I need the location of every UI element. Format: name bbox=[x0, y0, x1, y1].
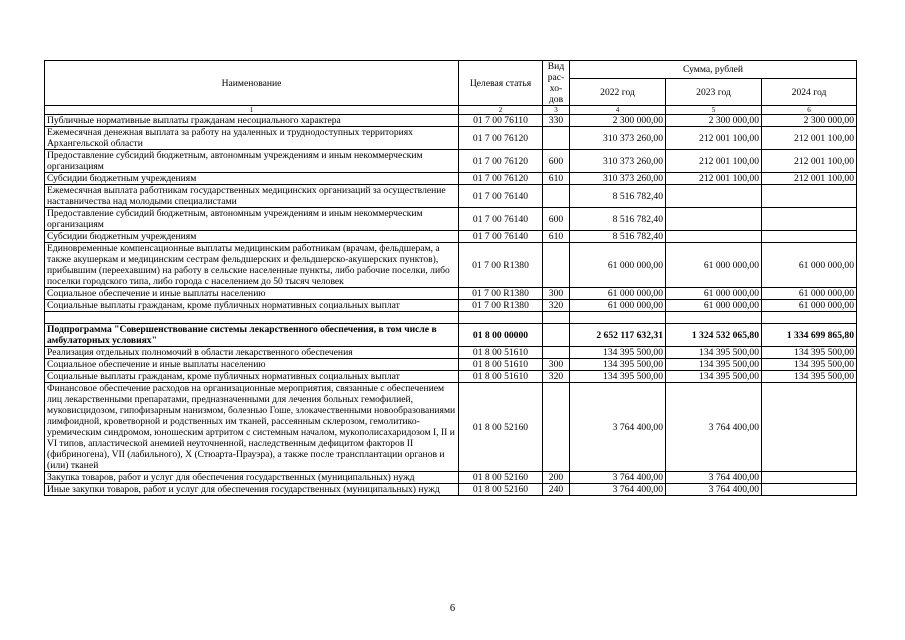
row-sum-2022: 2 652 117 632,31 bbox=[570, 324, 666, 347]
row-name: Закупка товаров, работ и услуг для обеспечения государственных (муниципальных) нужд bbox=[45, 472, 459, 484]
column-index-row bbox=[45, 106, 857, 115]
row-name bbox=[45, 312, 459, 324]
row-expense-type: 240 bbox=[543, 484, 570, 496]
column-index: 2 bbox=[459, 106, 543, 115]
row-expense-type: 300 bbox=[543, 288, 570, 300]
row-sum-2024: 212 001 100,00 bbox=[762, 150, 857, 173]
table-row bbox=[45, 324, 857, 347]
row-expense-type: 320 bbox=[543, 300, 570, 312]
row-name: Публичные нормативные выплаты гражданам несоциального характера bbox=[45, 115, 459, 127]
row-sum-2022: 61 000 000,00 bbox=[570, 300, 666, 312]
row-sum-2022 bbox=[570, 312, 666, 324]
row-sum-2024: 2 300 000,00 bbox=[762, 115, 857, 127]
header-type: Вид рас-хо-дов bbox=[543, 61, 570, 106]
row-sum-2024: 61 000 000,00 bbox=[762, 243, 857, 288]
row-sum-2024: 212 001 100,00 bbox=[762, 127, 857, 150]
row-expense-type bbox=[543, 347, 570, 359]
table-row bbox=[45, 115, 857, 127]
row-expense-type bbox=[543, 185, 570, 208]
row-name: Иные закупки товаров, работ и услуг для обеспечения государственных (муниципальных) нужд bbox=[45, 484, 459, 496]
row-name: Социальные выплаты гражданам, кроме публичных нормативных социальных выплат bbox=[45, 371, 459, 383]
row-sum-2024: 61 000 000,00 bbox=[762, 288, 857, 300]
row-sum-2023: 134 395 500,00 bbox=[666, 347, 762, 359]
row-sum-2022: 8 516 782,40 bbox=[570, 185, 666, 208]
row-sum-2024 bbox=[762, 208, 857, 231]
row-sum-2022: 2 300 000,00 bbox=[570, 115, 666, 127]
row-expense-type: 200 bbox=[543, 472, 570, 484]
row-sum-2023: 212 001 100,00 bbox=[666, 173, 762, 185]
row-name: Предоставление субсидий бюджетным, автономным учреждениям и иным некоммерческим организациям bbox=[45, 150, 459, 173]
row-sum-2023: 212 001 100,00 bbox=[666, 150, 762, 173]
row-target-code: 01 8 00 52160 bbox=[459, 484, 543, 496]
row-target-code: 01 8 00 51610 bbox=[459, 371, 543, 383]
row-target-code: 01 7 00 76110 bbox=[459, 115, 543, 127]
row-sum-2024: 134 395 500,00 bbox=[762, 347, 857, 359]
table-row bbox=[45, 185, 857, 208]
row-sum-2022: 134 395 500,00 bbox=[570, 359, 666, 371]
row-sum-2023: 3 764 400,00 bbox=[666, 383, 762, 472]
table-row bbox=[45, 300, 857, 312]
table-row bbox=[45, 127, 857, 150]
row-sum-2023: 212 001 100,00 bbox=[666, 127, 762, 150]
row-target-code: 01 7 00 R1380 bbox=[459, 243, 543, 288]
row-expense-type: 600 bbox=[543, 208, 570, 231]
row-sum-2022: 310 373 260,00 bbox=[570, 150, 666, 173]
header-year-2024: 2024 год bbox=[762, 79, 857, 106]
row-target-code: 01 7 00 76120 bbox=[459, 173, 543, 185]
row-sum-2024 bbox=[762, 383, 857, 472]
row-sum-2022: 8 516 782,40 bbox=[570, 208, 666, 231]
row-sum-2022: 3 764 400,00 bbox=[570, 484, 666, 496]
row-sum-2024 bbox=[762, 185, 857, 208]
row-sum-2023: 61 000 000,00 bbox=[666, 300, 762, 312]
row-sum-2023: 61 000 000,00 bbox=[666, 288, 762, 300]
row-sum-2024: 134 395 500,00 bbox=[762, 371, 857, 383]
row-target-code: 01 8 00 51610 bbox=[459, 347, 543, 359]
row-sum-2024: 212 001 100,00 bbox=[762, 173, 857, 185]
row-target-code: 01 7 00 76120 bbox=[459, 150, 543, 173]
table-row bbox=[45, 484, 857, 496]
page-number: 6 bbox=[449, 603, 456, 614]
row-sum-2022: 310 373 260,00 bbox=[570, 127, 666, 150]
row-name: Подпрограмма "Совершенствование системы лекарственного обеспечения, в том числе в амбулаторных условиях" bbox=[45, 324, 459, 347]
row-expense-type: 300 bbox=[543, 359, 570, 371]
row-sum-2024: 134 395 500,00 bbox=[762, 359, 857, 371]
table-row bbox=[45, 371, 857, 383]
row-sum-2022: 310 373 260,00 bbox=[570, 173, 666, 185]
row-expense-type bbox=[543, 312, 570, 324]
row-expense-type bbox=[543, 127, 570, 150]
table-row bbox=[45, 359, 857, 371]
row-target-code: 01 7 00 R1380 bbox=[459, 288, 543, 300]
row-target-code: 01 7 00 76140 bbox=[459, 231, 543, 243]
table-row bbox=[45, 472, 857, 484]
table-row bbox=[45, 150, 857, 173]
row-sum-2024 bbox=[762, 484, 857, 496]
row-expense-type bbox=[543, 383, 570, 472]
row-target-code: 01 7 00 76120 bbox=[459, 127, 543, 150]
table-row bbox=[45, 288, 857, 300]
row-sum-2024 bbox=[762, 312, 857, 324]
row-name: Ежемесячная выплата работникам государственных медицинских организаций за осуществление наставничества над молодыми специалистами bbox=[45, 185, 459, 208]
row-sum-2022: 3 764 400,00 bbox=[570, 472, 666, 484]
row-sum-2023 bbox=[666, 312, 762, 324]
row-name: Предоставление субсидий бюджетным, автономным учреждениям и иным некоммерческим организациям bbox=[45, 208, 459, 231]
row-name: Социальные выплаты гражданам, кроме публичных нормативных социальных выплат bbox=[45, 300, 459, 312]
table-row bbox=[45, 312, 857, 324]
table-row bbox=[45, 243, 857, 288]
row-target-code: 01 8 00 00000 bbox=[459, 324, 543, 347]
header-year-2023: 2023 год bbox=[666, 79, 762, 106]
header-sum: Сумма, рублей bbox=[570, 61, 857, 79]
table-row bbox=[45, 231, 857, 243]
row-expense-type: 330 bbox=[543, 115, 570, 127]
row-sum-2023: 1 324 532 065,80 bbox=[666, 324, 762, 347]
row-expense-type: 610 bbox=[543, 173, 570, 185]
row-name: Социальное обеспечение и иные выплаты населению bbox=[45, 359, 459, 371]
row-sum-2024 bbox=[762, 472, 857, 484]
row-sum-2022: 134 395 500,00 bbox=[570, 371, 666, 383]
column-index: 1 bbox=[45, 106, 459, 115]
row-sum-2023: 3 764 400,00 bbox=[666, 484, 762, 496]
row-name: Субсидии бюджетным учреждениям bbox=[45, 231, 459, 243]
column-index: 6 bbox=[762, 106, 857, 115]
row-sum-2024: 1 334 699 865,80 bbox=[762, 324, 857, 347]
row-name: Субсидии бюджетным учреждениям bbox=[45, 173, 459, 185]
column-index: 5 bbox=[666, 106, 762, 115]
column-index: 3 bbox=[543, 106, 570, 115]
row-name: Реализация отдельных полномочий в области лекарственного обеспечения bbox=[45, 347, 459, 359]
table-row bbox=[45, 173, 857, 185]
header-target: Целевая статья bbox=[459, 61, 543, 106]
row-sum-2022: 61 000 000,00 bbox=[570, 288, 666, 300]
header-name: Наименование bbox=[45, 61, 459, 106]
table-body bbox=[45, 115, 857, 496]
row-target-code: 01 7 00 R1380 bbox=[459, 300, 543, 312]
row-target-code: 01 8 00 51610 bbox=[459, 359, 543, 371]
row-sum-2023: 3 764 400,00 bbox=[666, 472, 762, 484]
row-expense-type: 320 bbox=[543, 371, 570, 383]
row-sum-2022: 3 764 400,00 bbox=[570, 383, 666, 472]
row-sum-2023: 134 395 500,00 bbox=[666, 359, 762, 371]
row-name: Финансовое обеспечение расходов на организационные мероприятия, связанные с обеспечением лиц лекарственными препаратами, предназначенными для лечения больных гемофилией, муковисцидозом, гипофизарным нанизмом, болезнью Гоше, злокачественными новообразованиями лимфоидной, кроветворной и родственных им тканей, рассеянным склерозом, гемолитико-уремическим синдромом, юношеским артритом с системным началом, мукополисахаридозом I, II и VI типов, апластической анемией неуточненной, наследственным дефицитом факторов II (фибриногена), VII (лабильного), X (Стюарта-Прауэра), а также после трансплантации органов и (или) тканей bbox=[45, 383, 459, 472]
row-target-code: 01 8 00 52160 bbox=[459, 472, 543, 484]
row-target-code: 01 8 00 52160 bbox=[459, 383, 543, 472]
row-name: Социальное обеспечение и иные выплаты населению bbox=[45, 288, 459, 300]
column-index: 4 bbox=[570, 106, 666, 115]
row-target-code bbox=[459, 312, 543, 324]
row-sum-2023 bbox=[666, 208, 762, 231]
budget-table bbox=[44, 60, 857, 496]
row-expense-type: 610 bbox=[543, 231, 570, 243]
row-sum-2023: 2 300 000,00 bbox=[666, 115, 762, 127]
row-sum-2022: 8 516 782,40 bbox=[570, 231, 666, 243]
row-sum-2023: 134 395 500,00 bbox=[666, 371, 762, 383]
row-name: Ежемесячная денежная выплата за работу на удаленных и труднодоступных территориях Архангельской области bbox=[45, 127, 459, 150]
table-row bbox=[45, 347, 857, 359]
row-expense-type: 600 bbox=[543, 150, 570, 173]
row-sum-2023 bbox=[666, 185, 762, 208]
table-row bbox=[45, 383, 857, 472]
row-expense-type bbox=[543, 324, 570, 347]
row-sum-2024 bbox=[762, 231, 857, 243]
row-sum-2023 bbox=[666, 231, 762, 243]
row-sum-2024: 61 000 000,00 bbox=[762, 300, 857, 312]
row-sum-2023: 61 000 000,00 bbox=[666, 243, 762, 288]
row-target-code: 01 7 00 76140 bbox=[459, 185, 543, 208]
table-row bbox=[45, 208, 857, 231]
row-sum-2022: 134 395 500,00 bbox=[570, 347, 666, 359]
row-sum-2022: 61 000 000,00 bbox=[570, 243, 666, 288]
header-year-2022: 2022 год bbox=[570, 79, 666, 106]
row-expense-type bbox=[543, 243, 570, 288]
row-target-code: 01 7 00 76140 bbox=[459, 208, 543, 231]
row-name: Единовременные компенсационные выплаты медицинским работникам (врачам, фельдшерам, а также акушеркам и медицинским сестрам фельдшерских и фельдшерско-акушерских пунктов), прибывшим (переехавшим) на работу в сельские населенные пункты, либо рабочие поселки, либо поселки городского типа, либо города с населением до 50 тысяч человек bbox=[45, 243, 459, 288]
